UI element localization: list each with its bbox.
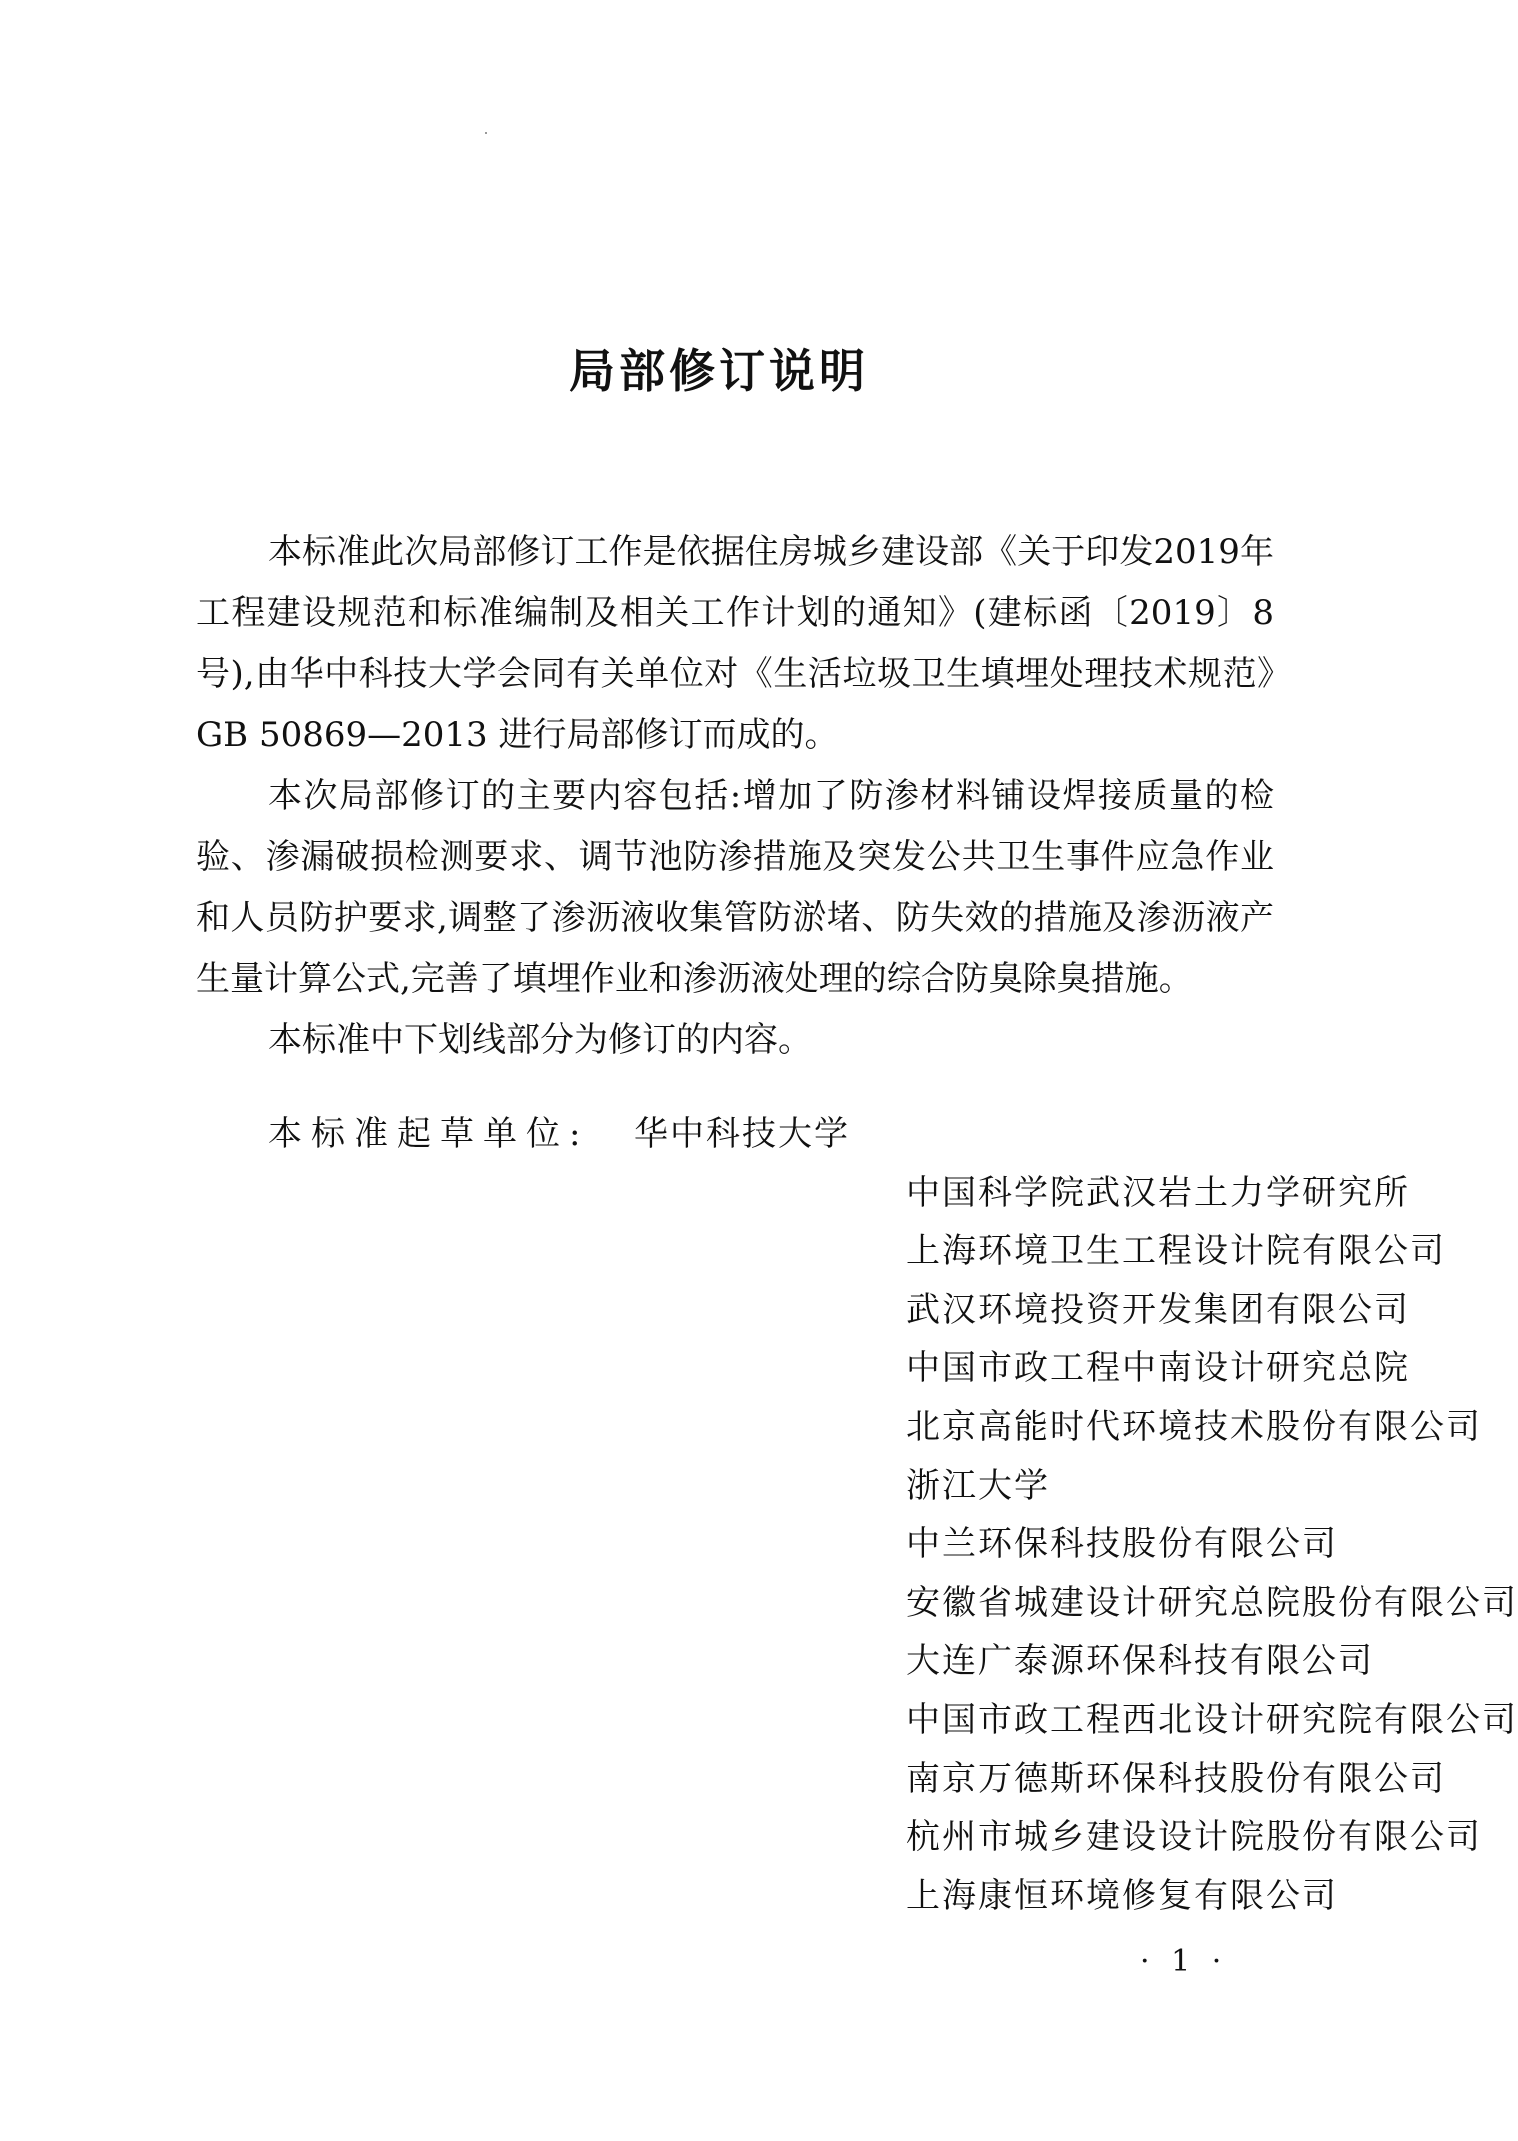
drafting-unit: 中国科学院武汉岩土力学研究所 — [906, 1172, 1410, 1213]
drafting-unit: 华中科技大学 — [634, 1114, 850, 1154]
drafting-unit: 南京万德斯环保科技股份有限公司 — [906, 1758, 1446, 1799]
drafting-unit: 安徽省城建设计研究总院股份有限公司 — [906, 1582, 1518, 1623]
drafting-unit: 浙江大学 — [906, 1465, 1050, 1506]
drafting-units-label: 本标准起草单位: — [268, 1114, 590, 1154]
drafting-unit: 大连广泰源环保科技有限公司 — [906, 1641, 1374, 1682]
drafting-unit: 中国市政工程西北设计研究院有限公司 — [906, 1699, 1518, 1740]
body-text — [196, 522, 1274, 1071]
drafting-unit: 武汉环境投资开发集团有限公司 — [906, 1289, 1410, 1330]
scan-speck — [485, 132, 487, 134]
drafting-units-list — [634, 1105, 1518, 1925]
drafting-unit: 北京高能时代环境技术股份有限公司 — [906, 1406, 1482, 1447]
page-number: · 1 · — [1140, 1944, 1228, 1979]
drafting-unit: 中兰环保科技股份有限公司 — [906, 1524, 1338, 1565]
drafting-unit: 上海环境卫生工程设计院有限公司 — [906, 1231, 1446, 1272]
drafting-unit: 上海康恒环境修复有限公司 — [906, 1875, 1338, 1916]
paragraph-basis: 本标准此次局部修订工作是依据住房城乡建设部《关于印发2019年工程建设规范和标准编制及相关工作计划的通知》(建标函〔2019〕8号),由华中科技大学会同有关单位对《生活垃圾卫生填埋处理技术规范》GB 50869—2013 进行局部修订而成的。 — [196, 532, 1274, 755]
drafting-unit: 杭州市城乡建设设计院股份有限公司 — [906, 1817, 1482, 1858]
paragraph-main-content: 本次局部修订的主要内容包括:增加了防渗材料铺设焊接质量的检验、渗漏破损检测要求、调节池防渗措施及突发公共卫生事件应急作业和人员防护要求,调整了渗沥液收集管防淤堵、防失效的措施及渗沥液产生量计算公式,完善了填埋作业和渗沥液处理的综合防臭除臭措施。 — [196, 776, 1274, 999]
page-title: 局部修订说明 — [569, 344, 869, 398]
paragraph-underline-note: 本标准中下划线部分为修订的内容。 — [268, 1020, 812, 1060]
drafting-unit: 中国市政工程中南设计研究总院 — [906, 1348, 1410, 1389]
